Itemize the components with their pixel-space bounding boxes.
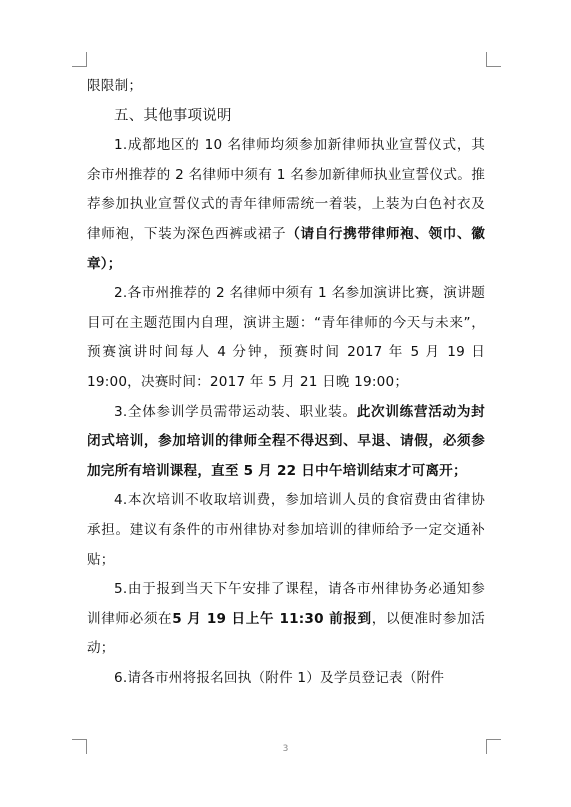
- paragraph-text: 限限制；: [87, 78, 143, 94]
- paragraph-continuation: [87, 72, 485, 102]
- paragraph-text: 2.各市州推荐的 2 名律师中须有 1 名参加演讲比赛，演讲题目可在主题范围内自理，演讲主题：“青年律师的今天与未来”，预赛演讲时间每人 4 分钟，预赛时间 2017 年 5 月 19 日 19:00，决赛时间：2017 年 5 月 21 日晚 19:00；: [87, 285, 485, 390]
- paragraph-item-1: [87, 131, 485, 279]
- paragraph-bold-text: （请自行携带律师袍、领巾、徽章）；: [87, 225, 485, 272]
- page-number: 3: [282, 744, 289, 754]
- paragraph-text: 4.本次培训不收取培训费，参加培训人员的食宿费由省律协承担。建议有条件的市州律协对参加培训的律师给予一定交通补贴；: [87, 492, 485, 568]
- crop-mark-top-right: [486, 52, 501, 67]
- paragraph-text: ，以便准时参加活动；: [87, 610, 485, 657]
- section-heading-text: 五、其他事项说明: [114, 107, 232, 124]
- paragraph-text: 6.请各市州将报名回执（附件 1）及学员登记表（附件: [114, 669, 445, 686]
- paragraph-bold-text: 此次训练营活动为封闭式培训，参加培训的律师全程不得迟到、早退、请假，必须参加完所有培训课程，直至 5 月 22 日中午培训结束才可离开；: [87, 403, 485, 479]
- paragraph-item-2: [87, 279, 485, 397]
- paragraph-item-5: [87, 575, 485, 664]
- paragraph-text: 3.全体参训学员需带运动装、职业装。: [114, 403, 357, 420]
- paragraph-item-3: [87, 398, 485, 487]
- paragraph-text: 5.由于报到当天下午安排了课程，请各市州律协务必通知参训律师必须在: [87, 581, 485, 627]
- paragraph-text: 1.成都地区的 10 名律师均须参加新律师执业宣誓仪式，其余市州推荐的 2 名律师中须有 1 名参加新律师执业宣誓仪式。推荐参加执业宣誓仪式的青年律师需统一着装，上装为白色衬衣及律师袍，下装为深色西裤或裙子: [87, 137, 485, 242]
- paragraph-bold-text: 5 月 19 日上午 11:30 前报到: [172, 610, 372, 627]
- paragraph-item-6: [87, 664, 485, 694]
- document-body: [87, 72, 485, 693]
- paragraph-item-4: [87, 486, 485, 575]
- section-heading: [87, 102, 485, 132]
- crop-mark-top-left: [72, 52, 87, 67]
